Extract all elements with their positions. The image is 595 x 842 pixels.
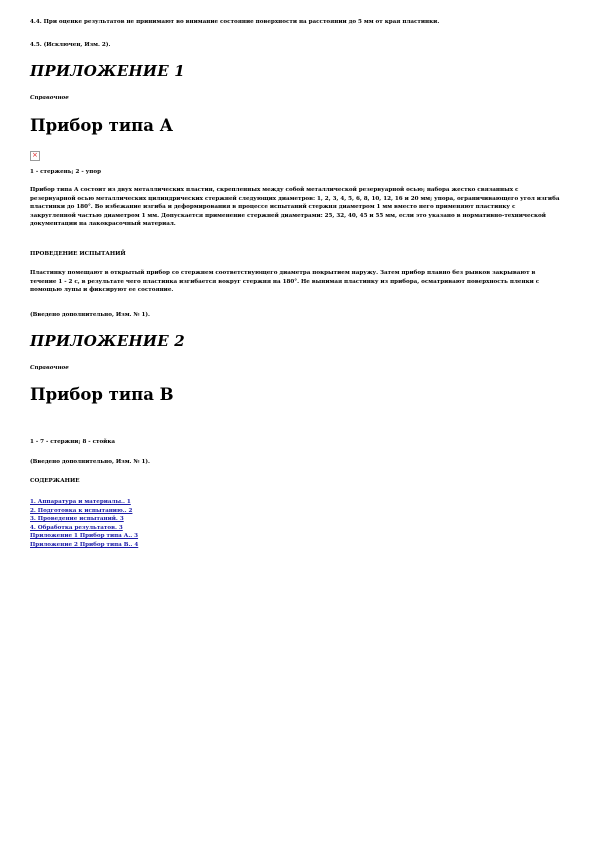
device-b-title: Прибор типа В: [30, 385, 174, 404]
toc-link-preparation[interactable]: 2. Подготовка к испытанию.. 2: [30, 507, 133, 514]
table-of-contents: [30, 498, 560, 550]
appendix-2-title: ПРИЛОЖЕНИЕ 2: [30, 332, 185, 350]
procedure-text: Пластинку помещают в открытый прибор со стержнем соответствующего диаметра покрытием наружу. Затем прибор плавно без рывков закрывают в течение 1 - 2 с, в результате чего пластинка изгибается вокруг стержня на 180°. Не вынимая пластинку из прибора, осматривают поверхность пленки с помощью лупы и фиксируют ее состояние.: [30, 270, 540, 293]
clause-4-5: 4.5. (Исключен, Изм. 2).: [30, 42, 111, 48]
appendix-2-note: (Введено дополнительно, Изм. № 1).: [30, 459, 150, 465]
broken-image-icon: ×: [30, 151, 40, 161]
toc-link-appendix-2[interactable]: Приложение 2 Прибор типа В.. 4: [30, 541, 139, 548]
toc-link-testing[interactable]: 3. Проведение испытаний. 3: [30, 516, 124, 523]
clause-4-4: 4.4. При оценке результатов не принимают во внимание состояние поверхности на расстоянии до 5 мм от края пластинки.: [30, 19, 440, 25]
appendix-1-note: (Введено дополнительно, Изм. № 1).: [30, 312, 150, 318]
device-a-description: Прибор типа А состоит из двух металлических пластин, скрепленных между собой металлической резервуарной осью; набора жестко связанных с резервуарной осью металлических цилиндрических стержней следующих диаметров: 1, 2, 3, 4, 5, 6, 8, 10, 12, 16 и 20 мм; упора, ограничивающего угол изгиба пластинки до 180°. Во избежание изгиба и деформирования в процессе испытаний стержня диаметром 1 мм вместо него применяют пластинку с закругленной частью диаметром 1 мм. Допускается применение стержней диаметрами: 25, 32, 40, 45 и 55 мм, если это указано в нормативно-технической документации на лакокрасочный материал.: [30, 187, 560, 227]
toc-heading: СОДЕРЖАНИЕ: [30, 478, 80, 484]
device-b-caption: 1 - 7 - стержни; 8 - стойка: [30, 439, 115, 445]
appendix-2-subtitle: Справочное: [30, 365, 69, 371]
device-a-title: Прибор типа А: [30, 116, 174, 135]
procedure-heading: ПРОВЕДЕНИЕ ИСПЫТАНИЙ: [30, 251, 126, 257]
device-a-caption: 1 - стержень; 2 - упор: [30, 169, 101, 175]
toc-link-processing[interactable]: 4. Обработка результатов. 3: [30, 524, 123, 531]
appendix-1-title: ПРИЛОЖЕНИЕ 1: [30, 62, 185, 80]
appendix-1-subtitle: Справочное: [30, 95, 69, 101]
toc-link-equipment[interactable]: 1. Аппаратура и материалы.. 1: [30, 499, 131, 505]
toc-link-appendix-1[interactable]: Приложение 1 Прибор типа А.. 3: [30, 533, 139, 540]
device-a-figure: [30, 146, 42, 165]
